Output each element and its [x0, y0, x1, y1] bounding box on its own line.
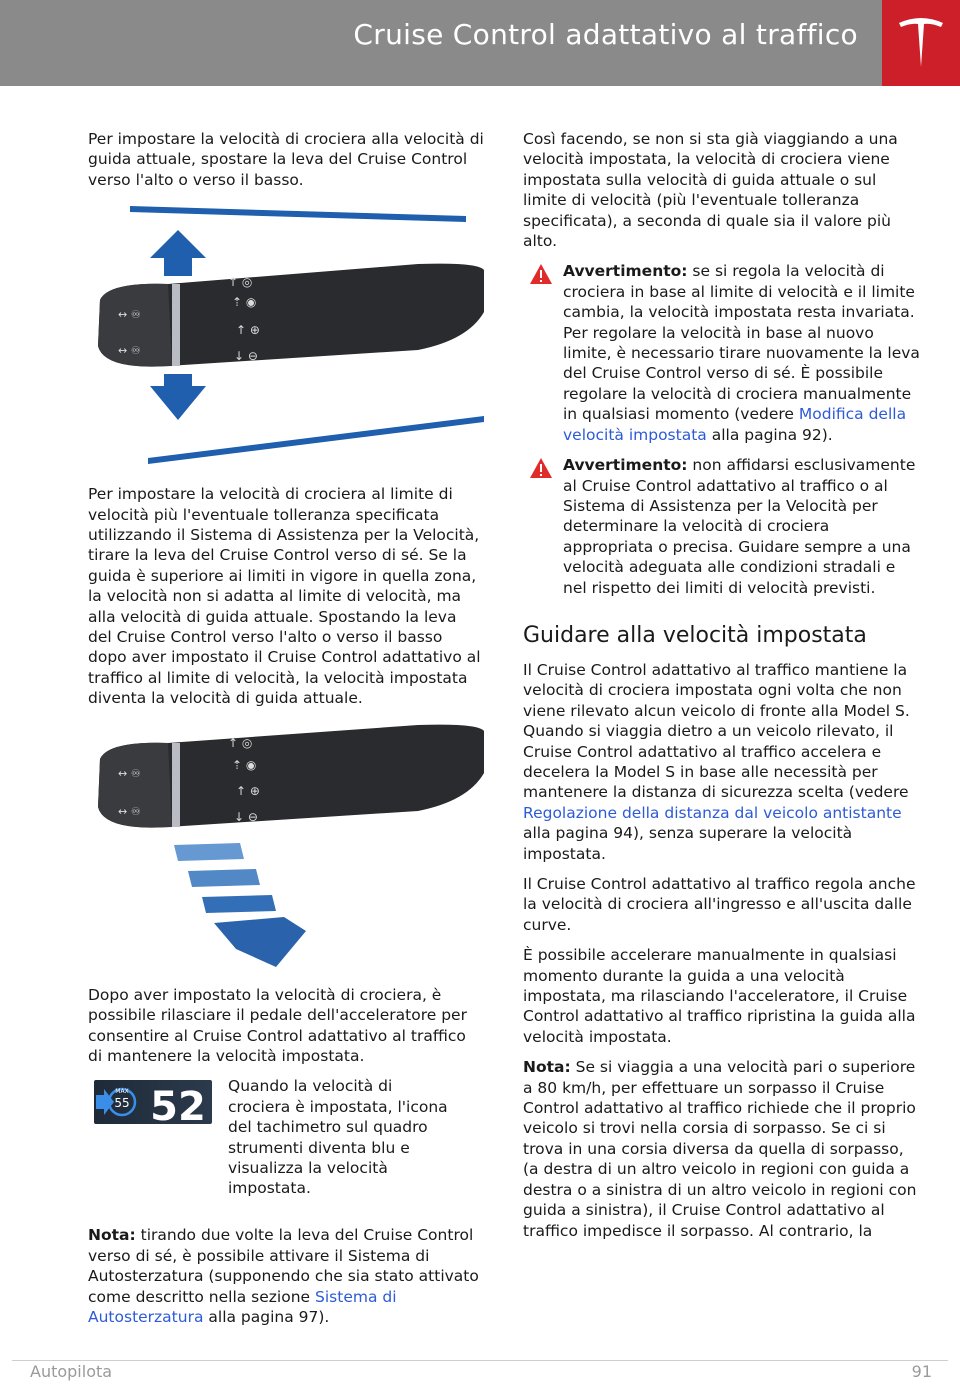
pull-stripe — [202, 895, 276, 913]
page-number: 91 — [911, 1362, 932, 1381]
paragraph: Così facendo, se non si sta già viaggiando a una velocità impostata, la velocità di crociera viene impostata sulla velocità di guida attuale o sul limite di velocità (più l'eventuale tolleranza specificata), a seconda di quale sia il valore più alto. — [523, 130, 898, 251]
stalk-symbol: ↓ ⊖ — [234, 809, 258, 824]
warning-label: Avvertimento: — [563, 456, 688, 475]
warning-text: se si regola la velocità di crociera in base al limite di velocità e il limite cambia, la velocità impostata resta invariata. Per regolare la velocità in base al nuovo limite, è necessario tirare nuovamente la leva del Cruise Control verso di sé. È possibile regolare la velocità di crociera manualmente in qualsiasi momento (vedere — [563, 262, 920, 424]
stalk-symbol: ⇡ ◉ — [232, 757, 257, 772]
right-column — [523, 129, 921, 1251]
tesla-logo-icon — [896, 15, 946, 71]
stalk-symbol: ↔ ♾ — [118, 766, 141, 780]
paragraph: Dopo aver impostato la velocità di crociera, è possibile rilasciare il pedale dell'acceleratore per consentire al Cruise Control adattativo al traffico di mantenere la velocità impostata. — [88, 985, 467, 1065]
footer-divider — [12, 1360, 948, 1361]
stalk-ring — [172, 743, 180, 827]
arrow-up-icon — [150, 230, 206, 276]
note-text: tirando due volte la leva del Cruise Control verso di sé, è possibile attivare il Sistema di Autosterzatura (supponendo che sia stato attivato come descritto nella sezione — [88, 1226, 479, 1306]
stalk-symbol: ↓ ⊖ — [234, 349, 258, 364]
speed-indicator-row — [88, 1076, 484, 1211]
stalk-symbol: ↑ ⊕ — [236, 323, 260, 338]
note-label: Nota: — [523, 1058, 571, 1077]
stalk-symbol: ↑ ⊕ — [236, 783, 260, 798]
page-title: Cruise Control adattativo al traffico — [353, 18, 858, 51]
note-text: Se si viaggia a una velocità pari o superiore a 80 km/h, per effettuare un sorpasso il Cruise Control adattativo al traffico richiede che il proprio veicolo si trovi nella corsia di sorpasso. Se ci si trova in una corsia diversa da quella di sorpasso, (a destra di un altro veicolo in regioni con guida a destra o a sinistra di un altro veicolo in regioni con guida a sinistra), il Cruise Control adattativo al traffico impedisce il sorpasso. Al contrario, la — [523, 1058, 917, 1240]
pull-stripe — [188, 869, 260, 887]
warning-label: Avvertimento: — [563, 262, 688, 281]
stalk-symbol: ↑ ◎ — [228, 275, 253, 290]
warning-icon — [529, 457, 553, 479]
current-speed-value: 52 — [150, 1084, 206, 1125]
footer-section: Autopilota — [30, 1362, 113, 1381]
arrow-pull-icon — [214, 917, 306, 967]
warning-block — [523, 261, 921, 445]
modify-speed-link[interactable]: Modifica della velocità impostata — [563, 405, 907, 444]
stalk-symbol: ↔ ♾ — [118, 804, 141, 818]
stalk-symbol: ↔ ♾ — [118, 344, 141, 358]
stalk-ring — [172, 284, 180, 366]
paragraph: Il Cruise Control adattativo al traffico regola anche la velocità di crociera all'ingresso e all'uscita dalle curve. — [523, 875, 916, 934]
note-label: Nota: — [88, 1226, 136, 1245]
section-heading: Guidare alla velocità impostata — [523, 622, 867, 648]
paragraph — [523, 660, 921, 864]
max-label: MAX — [115, 1088, 129, 1096]
paragraph: Per impostare la velocità di crociera al limite di velocità più l'eventuale tolleranza specificata utilizzando il Sistema di Assistenza per la Velocità, tirare la leva del Cruise Control verso di sé. Se la guida è superiore ai limiti in vigore in quella zona, la velocità non si adatta al limite di velocità, ma alla velocità di guida attuale. Spostando la leva del Cruise Control verso l'alto o verso il basso dopo aver impostato il Cruise Control adattativo al traffico al limite di velocità, la velocità impostata diventa la velocità di guida attuale. — [88, 485, 481, 708]
note — [88, 1225, 484, 1327]
stalk-pull-illustration — [88, 719, 484, 971]
paragraph-text: alla pagina 94), senza superare la velocità impostata. — [523, 824, 853, 863]
note — [523, 1057, 921, 1241]
stalk-symbol: ⇡ ◉ — [232, 295, 257, 310]
warning-text: alla pagina 92). — [706, 425, 833, 444]
paragraph: È possibile accelerare manualmente in qualsiasi momento durante la guida a una velocità impostata, ma rilasciando l'acceleratore, il Cruise Control adattativo al traffico ripristina la guida alla velocità impostata. — [523, 946, 916, 1046]
autosteer-link[interactable]: Sistema di Autosterzatura — [88, 1287, 397, 1326]
tesla-logo — [882, 0, 960, 86]
stalk-symbol: ↑ ◎ — [228, 735, 253, 750]
stalk-symbol: ↔ ♾ — [118, 308, 141, 322]
note-text: alla pagina 97). — [203, 1307, 330, 1326]
pull-stripe — [174, 843, 244, 861]
warning-icon — [529, 263, 553, 285]
left-column — [88, 129, 484, 1337]
speedometer-icon — [94, 1080, 212, 1124]
warning-text: non affidarsi esclusivamente al Cruise Control adattativo al traffico o al Sistema di Assistenza per la Velocità per determinare la velocità di crociera appropriata o precisa. Guidare sempre a una velocità adeguata alle condizioni stradali e nel rispetto dei limiti di velocità previsti. — [563, 456, 916, 597]
guide-line-bottom — [148, 416, 484, 464]
paragraph: Per impostare la velocità di crociera alla velocità di guida attuale, spostare la leva del Cruise Control verso l'alto o verso il basso. — [88, 130, 484, 189]
paragraph-text: Il Cruise Control adattativo al traffico mantiene la velocità di crociera impostata ogni volta che non viene rilevato alcun veicolo di fronte alla Model S. Quando si viaggia dietro a un veicolo rilevato, il Cruise Control adattativo al traffico accelera e decelera la Model S in base alle necessità per mantenere la distanza di sicurezza scelta (vedere — [523, 660, 910, 802]
arrow-down-icon — [150, 374, 206, 420]
speed-description: Quando la velocità di crociera è impostata, l'icona del tachimetro sul quadro strumenti diventa blu e visualizza la velocità impostata. — [228, 1077, 448, 1198]
page-header — [0, 0, 960, 86]
warning-block — [523, 455, 921, 598]
stalk-up-down-illustration — [88, 200, 484, 470]
guide-line-top — [130, 206, 466, 222]
set-speed-value: 55 — [114, 1096, 130, 1111]
following-distance-link[interactable]: Regolazione della distanza dal veicolo antistante — [523, 803, 902, 822]
